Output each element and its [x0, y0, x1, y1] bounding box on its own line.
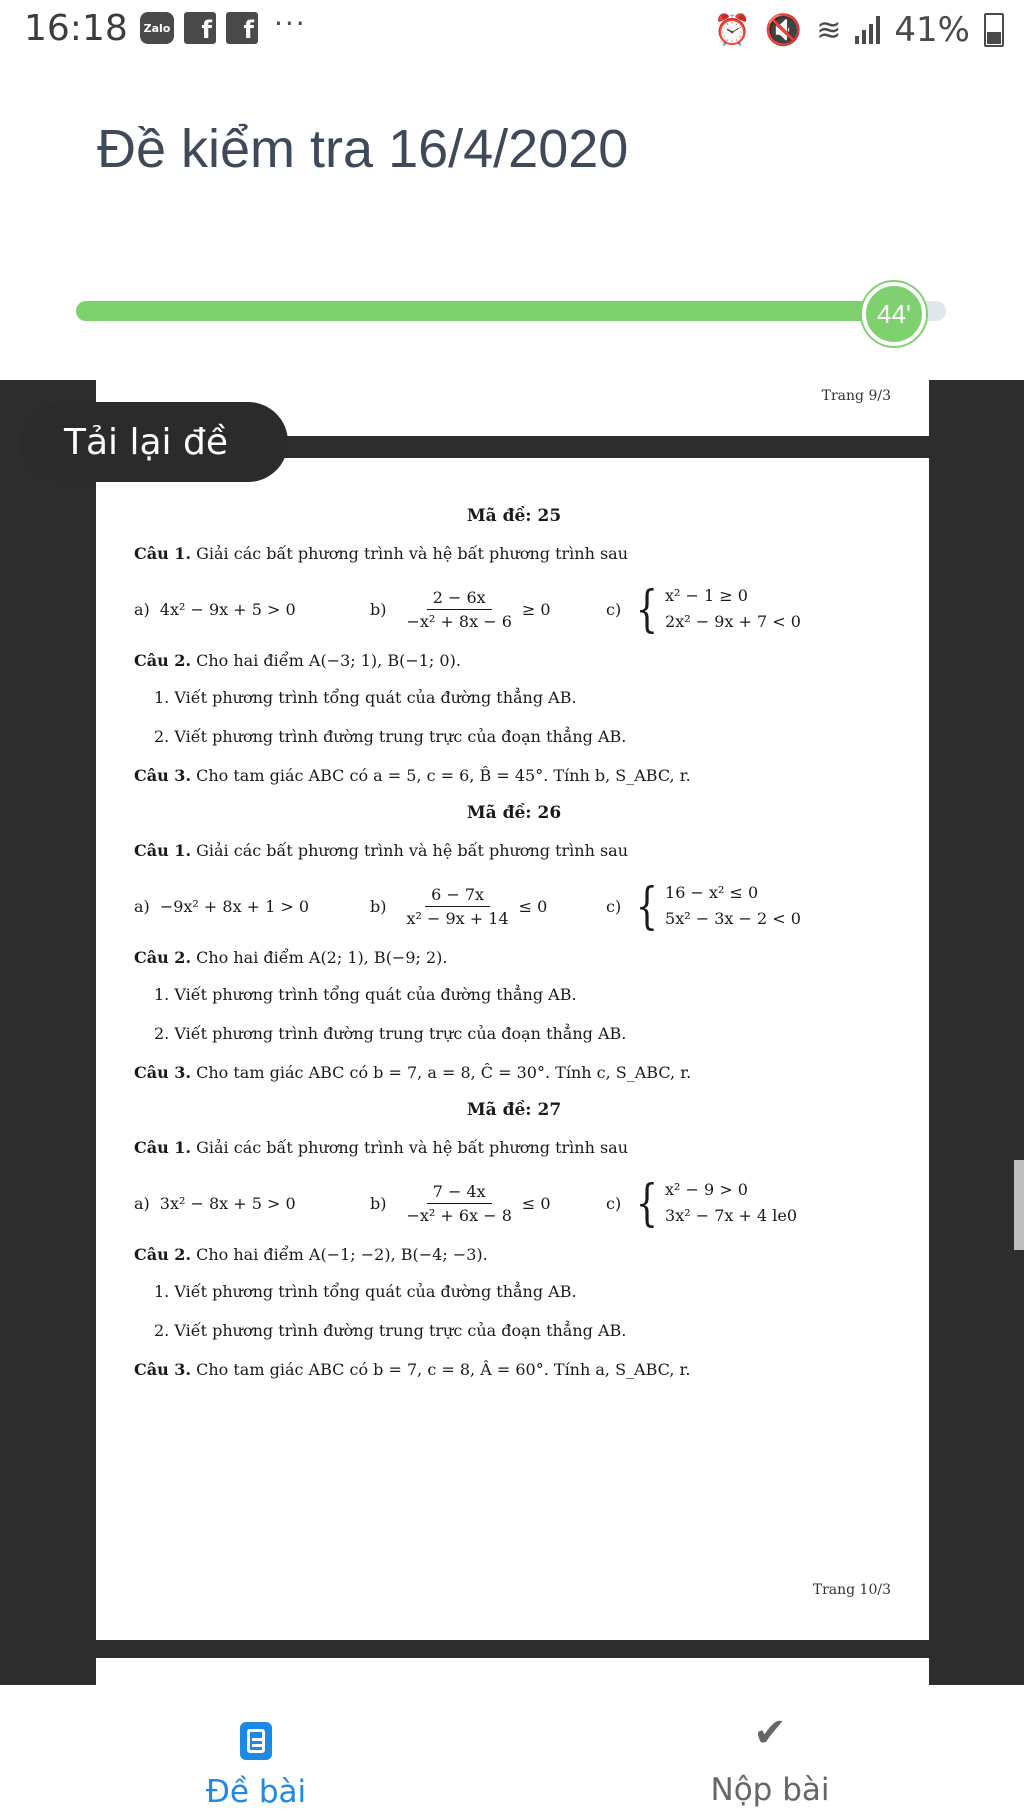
tab-exam[interactable] [106, 1688, 406, 1810]
checkmark-icon: ✔ [753, 1710, 787, 1756]
denominator: −x² + 8x − 6 [406, 611, 512, 631]
part-b [370, 1182, 606, 1225]
reload-exam-button[interactable]: Tải lại đề [20, 402, 288, 482]
part-label: b) [370, 599, 387, 619]
relation: ≤ 0 [521, 1193, 551, 1213]
denominator: −x² + 6x − 8 [406, 1205, 512, 1225]
question-1 [134, 544, 894, 563]
pdf-page [96, 458, 929, 1640]
fraction [400, 588, 517, 631]
tab-exam-label: Đề bài [205, 1774, 307, 1810]
system-line: 5x² − 3x − 2 < 0 [665, 909, 801, 928]
question-1-parts [134, 878, 894, 934]
page-number-bottom: Trang 10/3 [812, 1582, 891, 1598]
battery-percent: 41% [894, 10, 970, 50]
question-label: Câu 1. [134, 841, 192, 860]
system-line: 16 − x² ≤ 0 [665, 883, 759, 902]
part-label: a) [134, 1193, 150, 1213]
wifi-icon: ≋ [816, 12, 842, 48]
question-text: Giải các bất phương trình và hệ bất phương trình sau [196, 1138, 629, 1157]
part-c [606, 877, 801, 935]
question-2 [134, 651, 894, 670]
pdf-page-next [96, 1658, 929, 1685]
fraction [400, 885, 514, 928]
question-2 [134, 1245, 894, 1264]
denominator: x² − 9x + 14 [406, 908, 509, 928]
facebook-icon: f [184, 12, 216, 44]
part-label: c) [606, 1193, 622, 1213]
question-label: Câu 2. [134, 1245, 192, 1264]
page-title: Đề kiểm tra 16/4/2020 [97, 119, 629, 179]
system-line: 3x² − 7x + 4 le0 [665, 1206, 798, 1225]
question-text: Giải các bất phương trình và hệ bất phương trình sau [196, 841, 629, 860]
question-text: Cho hai điểm A(−3; 1), B(−1; 0). [196, 651, 461, 670]
more-notifications-icon: ··· [274, 6, 307, 40]
list-item: 1. Viết phương trình tổng quát của đường thẳng AB. [154, 985, 577, 1004]
numerator: 6 − 7x [425, 885, 490, 907]
signal-icon [855, 16, 880, 44]
part-label: c) [606, 599, 622, 619]
zalo-icon: Zalo [140, 12, 174, 44]
exam-code: Mã đề: 25 [466, 506, 562, 526]
brace: { [635, 877, 659, 935]
system-icons [714, 10, 1004, 50]
time-progress-fill [76, 301, 885, 321]
part-label: b) [370, 896, 387, 916]
part-c [606, 580, 801, 638]
question-text: Giải các bất phương trình và hệ bất phương trình sau [196, 544, 629, 563]
question-label: Câu 3. [134, 1360, 192, 1379]
notification-icons [140, 6, 307, 44]
tab-submit[interactable] [620, 1688, 920, 1808]
question-text: Cho tam giác ABC có a = 5, c = 6, B̂ = 45°. Tính b, S_ABC, r. [196, 766, 691, 785]
system-line: x² − 9 > 0 [665, 1180, 748, 1199]
list-item: 2. Viết phương trình đường trung trực của đoạn thẳng AB. [154, 1321, 627, 1340]
part-label: a) [134, 599, 150, 619]
question-text: Cho hai điểm A(2; 1), B(−9; 2). [196, 948, 448, 967]
relation: ≤ 0 [518, 896, 548, 916]
inequality: 3x² − 8x + 5 > 0 [159, 1193, 296, 1213]
exam-code: Mã đề: 26 [466, 803, 562, 823]
relation: ≥ 0 [521, 599, 551, 619]
inequality: −9x² + 8x + 1 > 0 [159, 896, 310, 916]
question-label: Câu 1. [134, 544, 192, 563]
system-line: 2x² − 9x + 7 < 0 [665, 612, 801, 631]
inequality-system [631, 877, 801, 935]
question-label: Câu 1. [134, 1138, 192, 1157]
question-3 [134, 1063, 894, 1082]
scrollbar-thumb[interactable] [1014, 1160, 1024, 1250]
question-2-items [154, 1282, 894, 1340]
pdf-viewer[interactable] [0, 380, 1024, 1685]
question-label: Câu 3. [134, 766, 192, 785]
list-item: 2. Viết phương trình đường trung trực của đoạn thẳng AB. [154, 1024, 627, 1043]
question-3 [134, 766, 894, 785]
exam-variant [134, 506, 894, 785]
question-2-items [154, 985, 894, 1043]
question-2-items [154, 688, 894, 746]
question-text: Cho tam giác ABC có b = 7, a = 8, Ĉ = 30°. Tính c, S_ABC, r. [196, 1063, 692, 1082]
numerator: 7 − 4x [427, 1182, 492, 1204]
brace: { [635, 1174, 659, 1232]
question-2 [134, 948, 894, 967]
part-a [134, 897, 370, 916]
part-label: b) [370, 1193, 387, 1213]
part-a [134, 1194, 370, 1213]
time-progress-bar [76, 301, 946, 321]
exam-variant [134, 803, 894, 1082]
part-label: c) [606, 896, 622, 916]
part-b [370, 885, 606, 928]
question-1 [134, 841, 894, 860]
page-number-top: Trang 9/3 [821, 388, 891, 404]
part-label: a) [134, 896, 150, 916]
exam-code: Mã đề: 27 [466, 1100, 562, 1120]
part-b [370, 588, 606, 631]
list-item: 2. Viết phương trình đường trung trực của đoạn thẳng AB. [154, 727, 627, 746]
alarm-icon: ⏰ [713, 12, 751, 48]
part-a [134, 600, 370, 619]
inequality: 4x² − 9x + 5 > 0 [159, 599, 296, 619]
question-text: Cho tam giác ABC có b = 7, c = 8, Â = 60°. Tính a, S_ABC, r. [196, 1360, 691, 1379]
facebook-icon: f [226, 12, 258, 44]
exam-variant [134, 1100, 894, 1379]
question-3 [134, 1360, 894, 1379]
question-1 [134, 1138, 894, 1157]
status-time: 16:18 [24, 8, 128, 49]
question-label: Câu 2. [134, 651, 192, 670]
document-icon [240, 1722, 272, 1760]
tab-submit-label: Nộp bài [710, 1772, 830, 1808]
status-bar [0, 0, 1024, 60]
bottom-navigation [0, 1688, 1024, 1820]
timer-badge: 44' [862, 282, 926, 346]
battery-icon [984, 13, 1004, 47]
question-label: Câu 2. [134, 948, 192, 967]
question-1-parts [134, 581, 894, 637]
exam-content [134, 498, 894, 1397]
question-label: Câu 3. [134, 1063, 192, 1082]
part-c [606, 1174, 798, 1232]
inequality-system [631, 1174, 798, 1232]
mute-icon: 🔇 [764, 12, 803, 48]
brace: { [635, 580, 659, 638]
question-text: Cho hai điểm A(−1; −2), B(−4; −3). [196, 1245, 488, 1264]
question-1-parts [134, 1175, 894, 1231]
fraction [400, 1182, 517, 1225]
inequality-system [631, 580, 801, 638]
list-item: 1. Viết phương trình tổng quát của đường thẳng AB. [154, 688, 577, 707]
numerator: 2 − 6x [427, 588, 492, 610]
system-line: x² − 1 ≥ 0 [665, 586, 748, 605]
list-item: 1. Viết phương trình tổng quát của đường thẳng AB. [154, 1282, 577, 1301]
